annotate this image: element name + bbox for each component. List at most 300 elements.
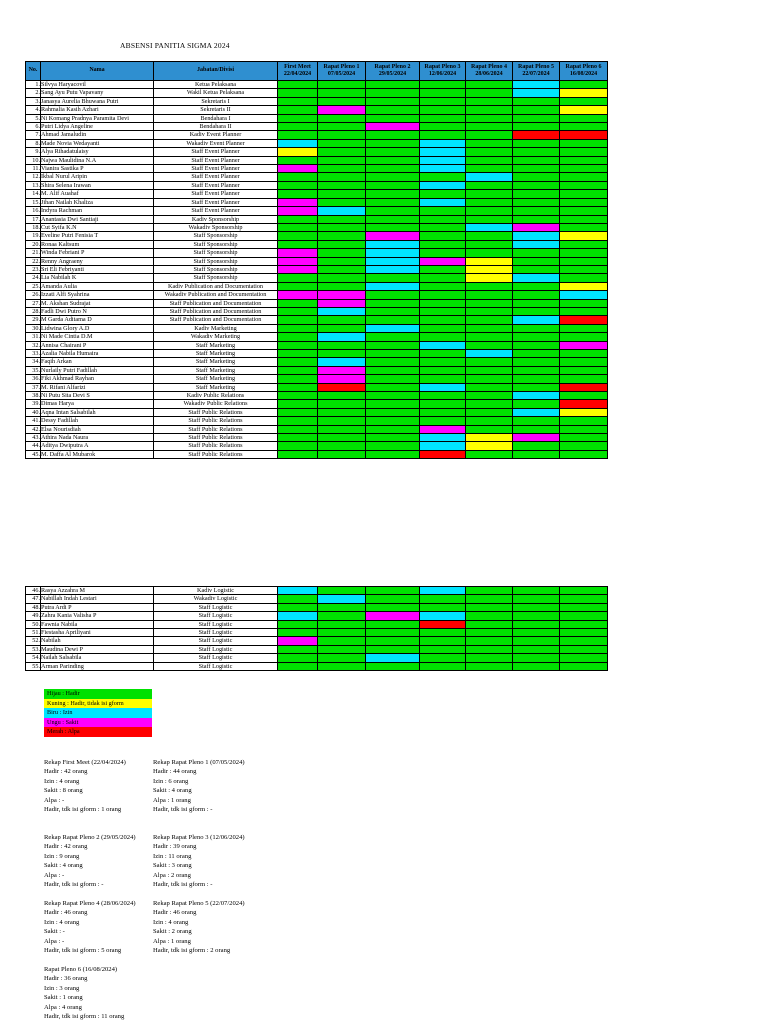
table-row xyxy=(26,173,608,181)
attendance-cell xyxy=(318,240,366,248)
row-number: 12. xyxy=(26,173,41,181)
row-number: 21. xyxy=(26,249,41,257)
attendance-cell xyxy=(420,198,466,206)
table-row xyxy=(26,425,608,433)
member-role: Wakadiv Event Planner xyxy=(154,139,278,147)
attendance-cell xyxy=(366,165,420,173)
attendance-cell xyxy=(466,341,513,349)
attendance-cell xyxy=(513,587,560,595)
attendance-cell xyxy=(318,81,366,89)
table-row xyxy=(26,131,608,139)
attendance-cell xyxy=(420,165,466,173)
row-number: 14. xyxy=(26,190,41,198)
recap-line: Hadir, tdk isi gform : 2 orang xyxy=(153,947,231,955)
attendance-cell xyxy=(513,645,560,653)
col-header-pleno-4: Rapat Pleno 4 28/06/2024 xyxy=(466,62,513,81)
member-role: Staff Public Relations xyxy=(154,450,278,458)
row-number: 46. xyxy=(26,587,41,595)
member-name: Janasya Aurelia Bhuwana Putri xyxy=(41,97,154,105)
attendance-cell xyxy=(466,173,513,181)
row-number: 10. xyxy=(26,156,41,164)
member-role: Staff Publication and Documentation xyxy=(154,299,278,307)
attendance-cell xyxy=(513,350,560,358)
attendance-cell xyxy=(513,181,560,189)
row-number: 41. xyxy=(26,417,41,425)
attendance-cell xyxy=(513,434,560,442)
row-number: 40. xyxy=(26,408,41,416)
attendance-cell xyxy=(466,434,513,442)
member-name: Putri Lidya Angeline xyxy=(41,123,154,131)
member-name: Arman Parinding xyxy=(41,662,154,670)
attendance-cell xyxy=(560,291,608,299)
member-role: Kadiv Logistic xyxy=(154,587,278,595)
recap-line: Hadir, tdk isi gform : - xyxy=(153,881,213,889)
member-role: Wakadiv Logistic xyxy=(154,595,278,603)
attendance-cell xyxy=(513,375,560,383)
attendance-cell xyxy=(466,307,513,315)
attendance-cell xyxy=(318,165,366,173)
member-name: Ni Komang Pradnya Paramita Devi xyxy=(41,114,154,122)
member-name: Zahra Kania Valisha P xyxy=(41,612,154,620)
attendance-cell xyxy=(366,358,420,366)
table-row xyxy=(26,307,608,315)
attendance-cell xyxy=(513,190,560,198)
attendance-cell xyxy=(366,603,420,611)
table-row xyxy=(26,442,608,450)
attendance-cell xyxy=(366,198,420,206)
member-role: Staff Marketing xyxy=(154,341,278,349)
attendance-cell xyxy=(420,408,466,416)
recap-title: Rekap Rapat Pleno 1 (07/05/2024) xyxy=(153,759,245,766)
row-number: 53. xyxy=(26,645,41,653)
table-row xyxy=(26,637,608,645)
attendance-cell xyxy=(513,595,560,603)
attendance-cell xyxy=(366,257,420,265)
recap-line: Izin : 4 orang xyxy=(153,918,189,926)
attendance-cell xyxy=(278,106,318,114)
attendance-cell xyxy=(366,265,420,273)
table-row xyxy=(26,375,608,383)
table-row xyxy=(26,299,608,307)
attendance-cell xyxy=(466,417,513,425)
recap-line: Sakit : 2 orang xyxy=(153,928,192,936)
member-role: Kadiv Marketing xyxy=(154,324,278,332)
member-role: Bendahara II xyxy=(154,123,278,131)
member-role: Kadiv Public Relations xyxy=(154,392,278,400)
attendance-cell xyxy=(318,131,366,139)
member-role: Wakil Ketua Pelaksana xyxy=(154,89,278,97)
row-number: 45. xyxy=(26,450,41,458)
attendance-cell xyxy=(278,587,318,595)
attendance-cell xyxy=(466,89,513,97)
attendance-cell xyxy=(318,324,366,332)
attendance-cell xyxy=(513,282,560,290)
attendance-cell xyxy=(420,148,466,156)
col-header-first-meet: First Meet 22/04/2024 xyxy=(278,62,318,81)
attendance-cell xyxy=(466,366,513,374)
attendance-cell xyxy=(466,662,513,670)
attendance-cell xyxy=(560,190,608,198)
attendance-cell xyxy=(366,366,420,374)
row-number: 30. xyxy=(26,324,41,332)
table-row xyxy=(26,198,608,206)
member-role: Staff Event Planner xyxy=(154,165,278,173)
attendance-cell xyxy=(466,207,513,215)
member-name: Fadli Dwi Putro N xyxy=(41,307,154,315)
row-number: 1. xyxy=(26,81,41,89)
recap-title: Rekap Rapat Pleno 2 (29/05/2024) xyxy=(44,834,136,841)
member-name: M. Daffa Al Mubarok xyxy=(41,450,154,458)
attendance-cell xyxy=(318,215,366,223)
attendance-cell xyxy=(420,629,466,637)
row-number: 18. xyxy=(26,223,41,231)
member-role: Staff Event Planner xyxy=(154,198,278,206)
col-header-pleno-2: Rapat Pleno 2 29/05/2024 xyxy=(366,62,420,81)
member-name: Anantasia Dwi Santiaji xyxy=(41,215,154,223)
attendance-cell xyxy=(560,249,608,257)
table-row xyxy=(26,114,608,122)
attendance-cell xyxy=(466,165,513,173)
row-number: 43. xyxy=(26,434,41,442)
member-role: Kadiv Sponsorship xyxy=(154,215,278,223)
attendance-cell xyxy=(420,316,466,324)
attendance-cell xyxy=(366,156,420,164)
attendance-cell xyxy=(420,232,466,240)
attendance-cell xyxy=(466,400,513,408)
table-row xyxy=(26,595,608,603)
member-name: Rasya Azzahra M xyxy=(41,587,154,595)
attendance-cell xyxy=(318,232,366,240)
table-row xyxy=(26,645,608,653)
table-row xyxy=(26,603,608,611)
attendance-cell xyxy=(278,215,318,223)
attendance-cell xyxy=(560,400,608,408)
attendance-cell xyxy=(420,181,466,189)
attendance-cell xyxy=(513,265,560,273)
attendance-cell xyxy=(420,106,466,114)
attendance-cell xyxy=(366,637,420,645)
attendance-cell xyxy=(560,139,608,147)
attendance-cell xyxy=(420,400,466,408)
attendance-cell xyxy=(420,156,466,164)
attendance-cell xyxy=(466,408,513,416)
attendance-cell xyxy=(466,450,513,458)
member-name: Indyra Rachman xyxy=(41,207,154,215)
attendance-cell xyxy=(278,645,318,653)
row-number: 17. xyxy=(26,215,41,223)
attendance-cell xyxy=(560,81,608,89)
attendance-cell xyxy=(560,148,608,156)
row-number: 38. xyxy=(26,392,41,400)
attendance-cell xyxy=(560,97,608,105)
recap-line: Hadir : 44 orang xyxy=(153,768,197,776)
attendance-cell xyxy=(318,595,366,603)
attendance-cell xyxy=(560,181,608,189)
attendance-cell xyxy=(560,358,608,366)
row-number: 6. xyxy=(26,123,41,131)
member-role: Staff Publication and Documentation xyxy=(154,316,278,324)
attendance-cell xyxy=(420,131,466,139)
attendance-cell xyxy=(318,358,366,366)
table-row xyxy=(26,97,608,105)
attendance-cell xyxy=(420,81,466,89)
attendance-cell xyxy=(366,299,420,307)
row-number: 55. xyxy=(26,662,41,670)
attendance-cell xyxy=(366,181,420,189)
attendance-cell xyxy=(513,620,560,628)
attendance-cell xyxy=(513,408,560,416)
attendance-cell xyxy=(318,375,366,383)
table-row xyxy=(26,148,608,156)
attendance-cell xyxy=(366,106,420,114)
member-role: Staff Logistic xyxy=(154,620,278,628)
attendance-cell xyxy=(560,434,608,442)
attendance-cell xyxy=(420,257,466,265)
attendance-cell xyxy=(420,637,466,645)
table-row xyxy=(26,139,608,147)
attendance-cell xyxy=(366,316,420,324)
attendance-cell xyxy=(318,408,366,416)
attendance-cell xyxy=(318,123,366,131)
attendance-cell xyxy=(318,434,366,442)
attendance-cell xyxy=(366,148,420,156)
attendance-cell xyxy=(318,366,366,374)
attendance-cell xyxy=(560,316,608,324)
attendance-cell xyxy=(560,307,608,315)
row-number: 22. xyxy=(26,257,41,265)
attendance-cell xyxy=(513,123,560,131)
attendance-cell xyxy=(513,148,560,156)
attendance-cell xyxy=(366,291,420,299)
row-number: 26. xyxy=(26,291,41,299)
attendance-cell xyxy=(513,358,560,366)
table-row xyxy=(26,612,608,620)
attendance-cell xyxy=(560,392,608,400)
attendance-cell xyxy=(366,645,420,653)
attendance-cell xyxy=(278,148,318,156)
member-role: Staff Marketing xyxy=(154,375,278,383)
attendance-cell xyxy=(318,190,366,198)
attendance-cell xyxy=(513,629,560,637)
row-number: 15. xyxy=(26,198,41,206)
attendance-cell xyxy=(420,450,466,458)
attendance-cell xyxy=(318,156,366,164)
row-number: 3. xyxy=(26,97,41,105)
attendance-cell xyxy=(278,198,318,206)
table-row xyxy=(26,282,608,290)
recap-line: Sakit : 8 orang xyxy=(44,787,83,795)
attendance-cell xyxy=(278,392,318,400)
attendance-cell xyxy=(366,408,420,416)
attendance-cell xyxy=(366,587,420,595)
member-name: Winda Febriani P xyxy=(41,249,154,257)
member-name: Ni Made Cintia D.M xyxy=(41,333,154,341)
legend-item: Merah : Alpa xyxy=(44,727,152,737)
attendance-cell xyxy=(513,223,560,231)
attendance-cell xyxy=(318,299,366,307)
table-row xyxy=(26,383,608,391)
row-number: 34. xyxy=(26,358,41,366)
member-role: Kadiv Publication and Documentation xyxy=(154,282,278,290)
attendance-cell xyxy=(560,232,608,240)
table-row xyxy=(26,190,608,198)
attendance-cell xyxy=(560,587,608,595)
table-row xyxy=(26,106,608,114)
attendance-cell xyxy=(513,215,560,223)
attendance-cell xyxy=(466,358,513,366)
attendance-cell xyxy=(278,207,318,215)
attendance-cell xyxy=(560,612,608,620)
attendance-cell xyxy=(318,425,366,433)
attendance-cell xyxy=(278,434,318,442)
attendance-cell xyxy=(318,207,366,215)
attendance-cell xyxy=(366,434,420,442)
row-number: 36. xyxy=(26,375,41,383)
member-role: Staff Public Relations xyxy=(154,408,278,416)
row-number: 48. xyxy=(26,603,41,611)
attendance-cell xyxy=(278,603,318,611)
member-name: Amanda Aulia xyxy=(41,282,154,290)
recap-title: Rekap First Meet (22/04/2024) xyxy=(44,759,126,766)
row-number: 44. xyxy=(26,442,41,450)
attendance-cell xyxy=(318,114,366,122)
attendance-cell xyxy=(420,139,466,147)
table-row xyxy=(26,265,608,273)
attendance-cell xyxy=(560,595,608,603)
recap-line: Alpa : - xyxy=(44,937,65,945)
member-role: Staff Public Relations xyxy=(154,434,278,442)
attendance-cell xyxy=(278,324,318,332)
member-name: Ikbal Nurul Aripin xyxy=(41,173,154,181)
table-row xyxy=(26,165,608,173)
attendance-cell xyxy=(318,106,366,114)
attendance-cell xyxy=(513,232,560,240)
member-role: Staff Marketing xyxy=(154,366,278,374)
recap-line: Izin : 9 orang xyxy=(44,852,80,860)
table-row xyxy=(26,662,608,670)
attendance-cell xyxy=(420,612,466,620)
attendance-cell xyxy=(560,156,608,164)
attendance-cell xyxy=(366,190,420,198)
legend-item: Ungu : Sakit xyxy=(44,718,152,728)
recap-line: Alpa : - xyxy=(44,871,65,879)
table-row xyxy=(26,654,608,662)
recap-line: Hadir, tdk isi gform : 11 orang xyxy=(44,1013,125,1021)
attendance-cell xyxy=(318,282,366,290)
attendance-cell xyxy=(278,274,318,282)
row-number: 19. xyxy=(26,232,41,240)
sheet-title: ABSENSI PANITIA SIGMA 2024 xyxy=(120,41,230,50)
attendance-cell xyxy=(420,392,466,400)
row-number: 4. xyxy=(26,106,41,114)
recap-line: Sakit : - xyxy=(44,928,65,936)
row-number: 7. xyxy=(26,131,41,139)
member-role: Ketua Pelaksana xyxy=(154,81,278,89)
member-name: Dimas Harya xyxy=(41,400,154,408)
recap-line: Hadir, tdk isi gform : - xyxy=(153,806,213,814)
attendance-cell xyxy=(466,249,513,257)
attendance-cell xyxy=(513,333,560,341)
member-name: Faqih Arkan xyxy=(41,358,154,366)
attendance-cell xyxy=(318,173,366,181)
attendance-cell xyxy=(318,148,366,156)
attendance-cell xyxy=(513,417,560,425)
col-header-nama: Nama xyxy=(41,62,154,81)
attendance-cell xyxy=(466,392,513,400)
attendance-cell xyxy=(560,383,608,391)
attendance-cell xyxy=(466,587,513,595)
attendance-cell xyxy=(466,620,513,628)
member-name: Azalia Nabila Humaira xyxy=(41,350,154,358)
table-row xyxy=(26,620,608,628)
attendance-cell xyxy=(513,165,560,173)
attendance-cell xyxy=(513,603,560,611)
member-name: Eveline Putri Fenisia T xyxy=(41,232,154,240)
attendance-cell xyxy=(278,240,318,248)
recap-first-meet xyxy=(44,758,126,814)
member-role: Staff Public Relations xyxy=(154,425,278,433)
member-name: Cut Syifa K.N xyxy=(41,223,154,231)
member-name: Nabillah Indah Lestari xyxy=(41,595,154,603)
attendance-cell xyxy=(420,249,466,257)
attendance-cell xyxy=(278,341,318,349)
attendance-cell xyxy=(318,442,366,450)
attendance-cell xyxy=(366,383,420,391)
attendance-cell xyxy=(466,265,513,273)
row-number: 13. xyxy=(26,181,41,189)
attendance-cell xyxy=(278,595,318,603)
attendance-cell xyxy=(278,442,318,450)
row-number: 20. xyxy=(26,240,41,248)
member-name: Jihan Nailah Khaliza xyxy=(41,198,154,206)
attendance-cell xyxy=(366,662,420,670)
attendance-cell xyxy=(513,637,560,645)
attendance-cell xyxy=(560,629,608,637)
attendance-cell xyxy=(560,637,608,645)
attendance-cell xyxy=(513,198,560,206)
member-role: Staff Event Planner xyxy=(154,207,278,215)
attendance-cell xyxy=(278,291,318,299)
member-role: Sekretaris II xyxy=(154,106,278,114)
recap-line: Alpa : 1 orang xyxy=(153,937,191,945)
row-number: 50. xyxy=(26,620,41,628)
table-header-row xyxy=(26,62,608,81)
attendance-cell xyxy=(318,333,366,341)
attendance-cell xyxy=(513,106,560,114)
recap-line: Alpa : 4 orang xyxy=(44,1003,82,1011)
member-name: Ni Putu Sita Devi S xyxy=(41,392,154,400)
recap-pleno-5 xyxy=(153,899,245,955)
attendance-cell xyxy=(366,131,420,139)
attendance-cell xyxy=(318,392,366,400)
row-number: 29. xyxy=(26,316,41,324)
member-role: Staff Event Planner xyxy=(154,181,278,189)
attendance-cell xyxy=(278,265,318,273)
member-name: Izzati Alfi Syahrina xyxy=(41,291,154,299)
attendance-cell xyxy=(513,425,560,433)
attendance-cell xyxy=(466,425,513,433)
attendance-cell xyxy=(420,265,466,273)
member-role: Staff Sponsorship xyxy=(154,249,278,257)
member-role: Staff Logistic xyxy=(154,612,278,620)
col-header-pleno-5: Rapat Pleno 5 22/07/2024 xyxy=(513,62,560,81)
member-role: Sekretaris I xyxy=(154,97,278,105)
table-row xyxy=(26,274,608,282)
attendance-cell xyxy=(278,123,318,131)
attendance-cell xyxy=(420,595,466,603)
attendance-cell xyxy=(513,366,560,374)
attendance-cell xyxy=(560,165,608,173)
